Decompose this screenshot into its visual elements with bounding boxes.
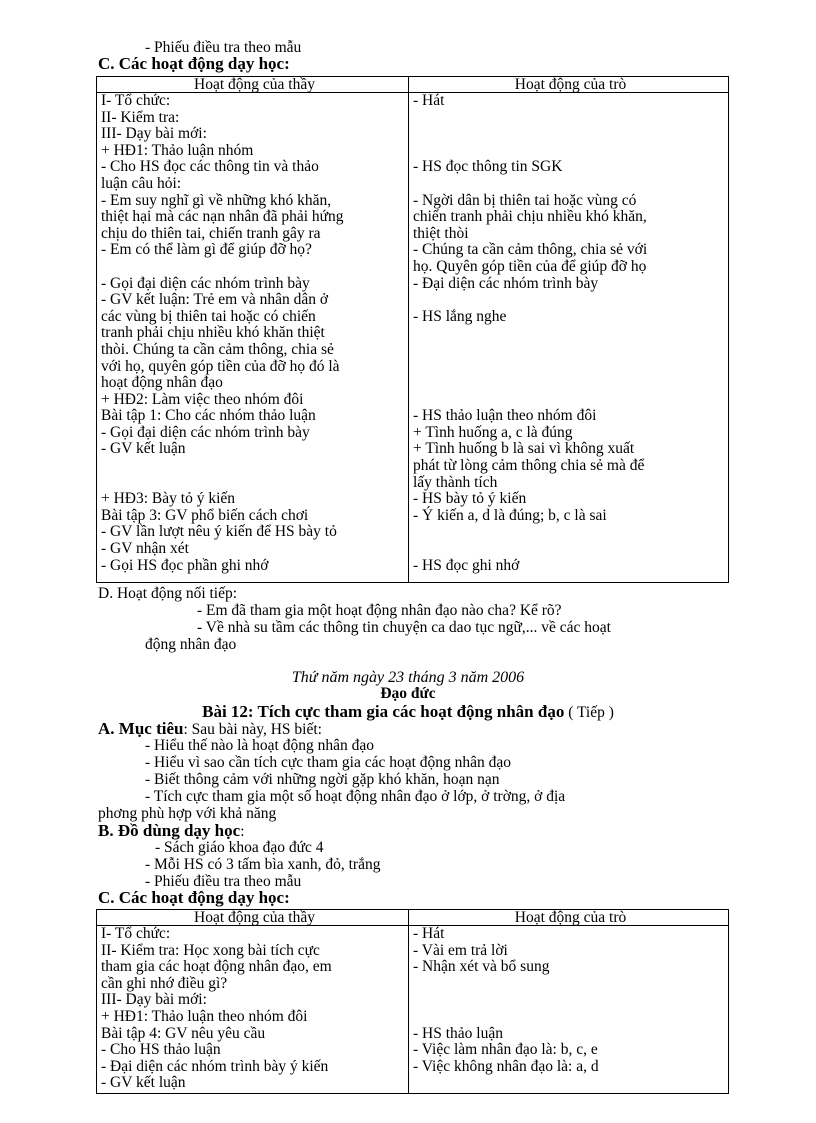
cell-line: - Em có thể làm gì để giúp đỡ họ? <box>101 241 312 259</box>
cell-line: - HS bày tỏ ý kiến <box>413 490 527 508</box>
cell-line: cần ghi nhớ điều gì? <box>101 974 228 992</box>
activity-table-2 <box>96 909 729 1094</box>
cell-line: - GV nhận xét <box>101 540 189 558</box>
section-a-text: : Sau bài này, HS biết: <box>183 721 322 738</box>
cell-line: - Ngời dân bị thiên tai hoặc vùng có <box>413 191 637 209</box>
cell-line <box>413 325 728 342</box>
cell-line: - Chúng ta cần cảm thông, chia sẻ với <box>413 241 648 259</box>
activity-table-1 <box>96 76 729 583</box>
b-item: - Sách giáo khoa đạo đức 4 <box>155 839 324 856</box>
student-activities-cell <box>409 926 729 1094</box>
cell-line <box>413 976 728 993</box>
cell-line: - Gọi đại diện các nhóm trình bày <box>101 423 310 441</box>
cell-line: - Gọi HS đọc phần ghi nhớ <box>101 556 269 574</box>
cell-line: - Việc làm nhân đạo là: b, c, e <box>413 1041 598 1059</box>
cell-line: - Đại diện các nhóm trình bày <box>413 274 599 292</box>
cell-line: II- Kiểm tra: Học xong bài tích cực <box>101 941 320 959</box>
cell-line <box>413 359 728 376</box>
cell-line: III- Dạy bài mới: <box>101 991 207 1009</box>
cell-line: - HS đọc thông tin SGK <box>413 158 563 176</box>
cell-line <box>413 375 728 392</box>
section-a-heading <box>98 721 322 739</box>
section-b-heading <box>98 823 245 841</box>
cell-line <box>101 458 408 475</box>
teacher-activities-cell <box>97 93 409 583</box>
cell-line: các vùng bị thiên tai hoặc có chiến <box>101 307 316 325</box>
cell-line: + HĐ1: Thảo luận theo nhóm đôi <box>101 1007 308 1025</box>
cell-line: luận câu hỏi: <box>101 174 182 192</box>
teacher-activities-cell <box>97 926 409 1094</box>
cell-line <box>413 992 728 1009</box>
a-item: - Hiểu vì sao cần tích cực tham gia các hoạt động nhân đạo <box>145 754 512 771</box>
cell-line: - GV kết luận <box>101 440 186 458</box>
cell-line <box>413 541 728 558</box>
cell-line: - Ý kiến a, d là đúng; b, c là sai <box>413 506 607 524</box>
cell-line: + Tình huống b là sai vì không xuất <box>413 440 635 458</box>
cell-line <box>413 110 728 127</box>
cell-line <box>101 475 408 492</box>
cell-line: - Việc không nhân đạo là: a, d <box>413 1057 599 1075</box>
section-b-colon: : <box>240 823 245 840</box>
cell-line <box>413 176 728 193</box>
cell-line: chiến tranh phải chịu nhiều khó khăn, <box>413 208 647 226</box>
cell-line: với họ, quyên góp tiền của đỡ họ đó là <box>101 357 340 375</box>
cell-line <box>413 1009 728 1026</box>
cell-line: - Đại diện các nhóm trình bày ý kiến <box>101 1057 329 1075</box>
cell-line: - Vài em trả lời <box>413 941 508 959</box>
d-item: - Về nhà su tầm các thông tin chuyện ca dao tục ngữ,... về các hoạt <box>197 619 611 636</box>
section-d-heading: D. Hoạt động nối tiếp: <box>98 585 238 602</box>
d-item: động nhân đạo <box>145 636 237 653</box>
cell-line <box>413 126 728 143</box>
subject-title: Đạo đức <box>380 685 436 702</box>
cell-line: + HĐ3: Bày tỏ ý kiến <box>101 490 236 508</box>
cell-line: - GV kết luận <box>101 1074 186 1092</box>
cell-line <box>101 259 408 276</box>
date-line: Thứ năm ngày 23 tháng 3 năm 2006 <box>291 669 525 686</box>
b-item: - Mỗi HS có 3 tấm bìa xanh, đỏ, trắng <box>145 856 381 873</box>
cell-line: lấy thành tích <box>413 473 498 491</box>
cell-line: thiệt hại mà các nạn nhân đã phải hứng <box>101 208 344 226</box>
cell-line: tham gia các hoạt động nhân đạo, em <box>101 958 332 976</box>
cell-line <box>413 524 728 541</box>
cell-line: phát từ lòng cảm thông chia sẻ mà để <box>413 457 645 475</box>
section-c-heading-1: C. Các hoạt động dạy học: <box>98 54 290 73</box>
cell-line: - HS thảo luận theo nhóm đôi <box>413 407 597 425</box>
table-header-row <box>97 77 729 93</box>
a-item: - Biết thông cảm với những ngời gặp khó khăn, hoạn nạn <box>145 771 500 788</box>
section-a-label: A. Mục tiêu <box>98 719 184 738</box>
cell-line: I- Tổ chức: <box>101 92 171 109</box>
student-column-header: Hoạt động của trò <box>409 910 729 926</box>
cell-line <box>413 392 728 409</box>
cell-line: + Tình huống a, c là đúng <box>413 423 573 441</box>
cell-line: - Hát <box>413 92 445 109</box>
cell-line: II- Kiểm tra: <box>101 108 180 126</box>
cell-line: tranh phải chịu nhiều khó khăn thiệt <box>101 324 325 342</box>
cell-line: - Em suy nghĩ gì về những khó khăn, <box>101 191 332 209</box>
cell-line: - Cho HS đọc các thông tin và thảo <box>101 158 319 176</box>
section-c-heading-2: C. Các hoạt động dạy học: <box>98 888 290 907</box>
b-item: - Phiếu điều tra theo mẫu <box>145 873 302 890</box>
cell-line: thòi. Chúng ta cần cảm thông, chia sẻ <box>101 340 334 358</box>
a-item-wrap: phơng phù hợp với khả năng <box>98 805 277 822</box>
student-activities-cell <box>409 93 729 583</box>
cell-line <box>413 1075 728 1092</box>
table-body-row <box>97 926 729 1094</box>
teacher-column-header: Hoạt động của thầy <box>97 77 409 93</box>
cell-line: - GV kết luận: Trẻ em và nhân dân ở <box>101 291 329 309</box>
lesson-title-suffix: ( Tiếp ) <box>564 704 614 721</box>
cell-line: III- Dạy bài mới: <box>101 125 207 143</box>
a-item: - Hiểu thế nào là hoạt động nhân đạo <box>145 737 374 754</box>
cell-line: - HS lắng nghe <box>413 307 507 325</box>
cell-line: - Hát <box>413 925 445 942</box>
cell-line: - HS thảo luận <box>413 1024 503 1042</box>
cell-line: - Nhận xét và bổ sung <box>413 958 550 976</box>
cell-line: Bài tập 4: GV nêu yêu cầu <box>101 1024 266 1042</box>
cell-line: chịu do thiên tai, chiến tranh gây ra <box>101 224 321 242</box>
top-line: - Phiếu điều tra theo mẫu <box>145 39 302 56</box>
table-header-row <box>97 910 729 926</box>
cell-line: I- Tổ chức: <box>101 925 171 942</box>
cell-line <box>413 342 728 359</box>
d-item: - Em đã tham gia một hoạt động nhân đạo nào cha? Kể rõ? <box>197 602 562 619</box>
table-body-row <box>97 93 729 583</box>
cell-line: - GV lần lượt nêu ý kiến để HS bày tỏ <box>101 523 337 541</box>
teacher-column-header: Hoạt động của thầy <box>97 910 409 926</box>
cell-line: - HS đọc ghi nhớ <box>413 556 520 574</box>
cell-line: - Gọi đại diện các nhóm trình bày <box>101 274 310 292</box>
section-b-label: B. Đồ dùng dạy học <box>98 821 241 840</box>
cell-line: + HĐ2: Làm việc theo nhóm đôi <box>101 390 304 408</box>
lesson-title-text: Bài 12: Tích cực tham gia các hoạt động nhân đạo <box>202 702 565 721</box>
student-column-header: Hoạt động của trò <box>409 77 729 93</box>
cell-line: Bài tập 3: GV phổ biến cách chơi <box>101 506 309 524</box>
cell-line: thiệt thòi <box>413 224 469 242</box>
cell-line: - Cho HS thảo luận <box>101 1041 221 1059</box>
cell-line <box>413 143 728 160</box>
a-item: - Tích cực tham gia một số hoạt động nhân đạo ở lớp, ở trờng, ở địa <box>145 788 566 805</box>
cell-line: hoạt động nhân đạo <box>101 374 223 392</box>
cell-line: Bài tập 1: Cho các nhóm thảo luận <box>101 407 316 425</box>
cell-line <box>413 292 728 309</box>
cell-line: + HĐ1: Thảo luận nhóm <box>101 141 254 159</box>
cell-line: họ. Quyên góp tiền của để giúp đỡ họ <box>413 257 647 275</box>
